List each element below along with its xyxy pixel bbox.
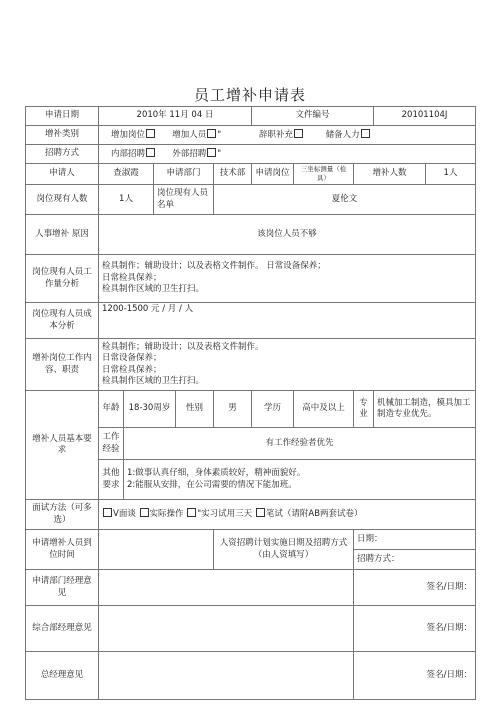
education-value[interactable]: 高中及以上	[294, 391, 354, 428]
date-day: 04	[191, 110, 203, 121]
label-general-dept-manager: 综合部经理意见	[26, 606, 99, 652]
checkbox-add-staff[interactable]	[207, 129, 216, 138]
label-education: 学历	[252, 391, 294, 428]
checkbox-written[interactable]	[256, 508, 265, 517]
checkbox-resign-replace[interactable]	[294, 129, 303, 138]
workload-line: 日常检具保养；	[102, 272, 162, 283]
duty-line: 日常检具保养；	[102, 364, 162, 375]
label-reason: 人事增补 原因	[26, 215, 99, 255]
label-sex: 性别	[176, 391, 214, 428]
row-cost	[26, 303, 476, 339]
age-value[interactable]: 18-30周岁	[124, 391, 176, 428]
label-duty: 增补岗位工作内容、职责	[26, 339, 99, 391]
other-line: 2:能服从安排，在公司需要的情况下能加班。	[127, 479, 297, 490]
label-doc-number: 文件编号	[252, 107, 374, 126]
row-general-manager	[26, 606, 476, 652]
workload-value[interactable]	[99, 255, 476, 303]
label-current-names: 岗位现有人员名单	[154, 185, 214, 215]
row-arrival	[26, 530, 476, 550]
label-current-count: 岗位现有人数	[26, 185, 99, 215]
experience-value[interactable]: 有工作经验者优先	[124, 428, 476, 460]
date-month: 11月	[169, 110, 189, 121]
applicant-name[interactable]: 查淑霞	[99, 164, 154, 185]
major-value[interactable]: 机械加工制造，模具加工制造专业优先。	[374, 391, 476, 428]
row-duty	[26, 339, 476, 391]
row-dept-manager	[26, 570, 476, 606]
checkbox-external[interactable]	[207, 148, 216, 157]
dept-manager-opinion[interactable]	[99, 570, 354, 606]
sex-value[interactable]: 男	[214, 391, 252, 428]
option-external: 外部招聘	[172, 148, 207, 159]
label-major: 专业	[354, 391, 374, 428]
other-value[interactable]	[124, 460, 476, 500]
label-interview: 面试方法（可多选）	[26, 500, 99, 530]
row-supplement-type	[26, 126, 476, 145]
label-apply-dept: 申请部门	[154, 164, 214, 185]
option-practical: 实际操作	[149, 509, 184, 520]
duty-line: 日常设备保养；	[102, 353, 162, 364]
label-recruit-plan: 人资招聘计划实施日期及招聘方式（由人资填写）	[214, 530, 354, 570]
checkbox-practical[interactable]	[140, 508, 149, 517]
label-other: 其他要求	[99, 460, 124, 500]
row-recruit-method	[26, 145, 476, 164]
row-apply-date	[26, 107, 476, 126]
label-apply-date: 申请日期	[26, 107, 99, 126]
checkbox-reserve-staff[interactable]	[361, 129, 370, 138]
general-dept-manager-signature[interactable]: 签名/日期：	[354, 606, 476, 652]
row-interview	[26, 500, 476, 530]
label-workload: 岗位现有人员工作量分析	[26, 255, 99, 303]
arrival-value[interactable]	[99, 530, 214, 570]
date-day-unit: 日	[204, 110, 214, 121]
label-supplement-count: 增补人数	[354, 164, 426, 185]
current-names[interactable]: 夏伦文	[214, 185, 476, 215]
label-applicant: 申请人	[26, 164, 99, 185]
row-workload	[26, 255, 476, 303]
option-resign-replace: 辞职补充	[259, 129, 294, 140]
option-written: 笔试（请附AB两套试卷）	[265, 509, 363, 520]
form-title: 员工增补申请表	[193, 86, 306, 104]
cost-value[interactable]: 1200-1500 元 / 月 / 人	[99, 303, 476, 339]
label-apply-post: 申请岗位	[252, 164, 294, 185]
row-applicant	[26, 164, 476, 185]
duty-value[interactable]	[99, 339, 476, 391]
label-arrival: 申请增补人员到位时间	[26, 530, 99, 570]
duty-line: 检具制作区域的卫生打扫。	[102, 375, 205, 386]
row-ceo	[26, 652, 476, 700]
doc-number-field[interactable]: 20101104J	[374, 107, 476, 126]
supplement-count[interactable]: 1人	[426, 164, 476, 185]
row-reason	[26, 215, 476, 255]
current-count[interactable]: 1人	[99, 185, 154, 215]
label-experience: 工作经验	[99, 428, 124, 460]
dept-manager-signature[interactable]: 签名/日期：	[354, 570, 476, 606]
option-add-post: 增加岗位	[111, 129, 146, 140]
application-form	[25, 106, 476, 700]
interview-options	[99, 500, 476, 530]
label-supplement-type: 增补类别	[26, 126, 99, 145]
label-requirements: 增补人员基本要求	[26, 391, 99, 500]
reason-value[interactable]: 该岗位人员不够	[99, 215, 476, 255]
label-cost: 岗位现有人员成本分析	[26, 303, 99, 339]
checkbox-add-post[interactable]	[146, 129, 155, 138]
checkbox-trial[interactable]	[187, 508, 196, 517]
mark-add-staff: "	[217, 129, 222, 140]
other-line: 1:做事认真仔细，身体素质较好，精神面貌好。	[127, 468, 306, 479]
option-interview: V面谈	[113, 509, 136, 520]
supplement-type-options	[99, 126, 476, 145]
checkbox-internal[interactable]	[146, 148, 155, 157]
ceo-opinion[interactable]	[99, 652, 354, 700]
apply-post[interactable]: 三坐标测量（检具）	[294, 164, 354, 185]
date-year: 2010年	[136, 110, 167, 121]
label-ceo: 总经理意见	[26, 652, 99, 700]
plan-method-field[interactable]: 招聘方式：	[354, 550, 476, 570]
workload-line: 检具制作区域的卫生打扫。	[102, 284, 205, 295]
apply-dept[interactable]: 技术部	[214, 164, 252, 185]
option-internal: 内部招聘	[111, 148, 146, 159]
option-trial: "实习试用三天	[197, 509, 253, 520]
plan-date-field[interactable]: 日期：	[354, 530, 476, 550]
recruit-method-options	[99, 145, 476, 164]
mark-external: "	[217, 148, 222, 159]
option-add-staff: 增加人员	[172, 129, 207, 140]
general-dept-manager-opinion[interactable]	[99, 606, 354, 652]
label-age: 年龄	[99, 391, 124, 428]
workload-line: 检具制作；辅助设计；以及表格文件制作。 日常设备保养；	[102, 261, 326, 272]
duty-line: 检具制作；辅助设计；以及表格文件制作。	[102, 341, 264, 352]
checkbox-interview[interactable]	[103, 508, 112, 517]
label-dept-manager: 申请部门经理意见	[26, 570, 99, 606]
row-current-staff	[26, 185, 476, 215]
ceo-signature[interactable]: 签名/日期：	[354, 652, 476, 700]
apply-date-field[interactable]	[99, 107, 252, 126]
label-recruit-method: 招聘方式	[26, 145, 99, 164]
row-requirements-basic	[26, 391, 476, 428]
option-reserve-staff: 储备人力	[325, 129, 360, 140]
